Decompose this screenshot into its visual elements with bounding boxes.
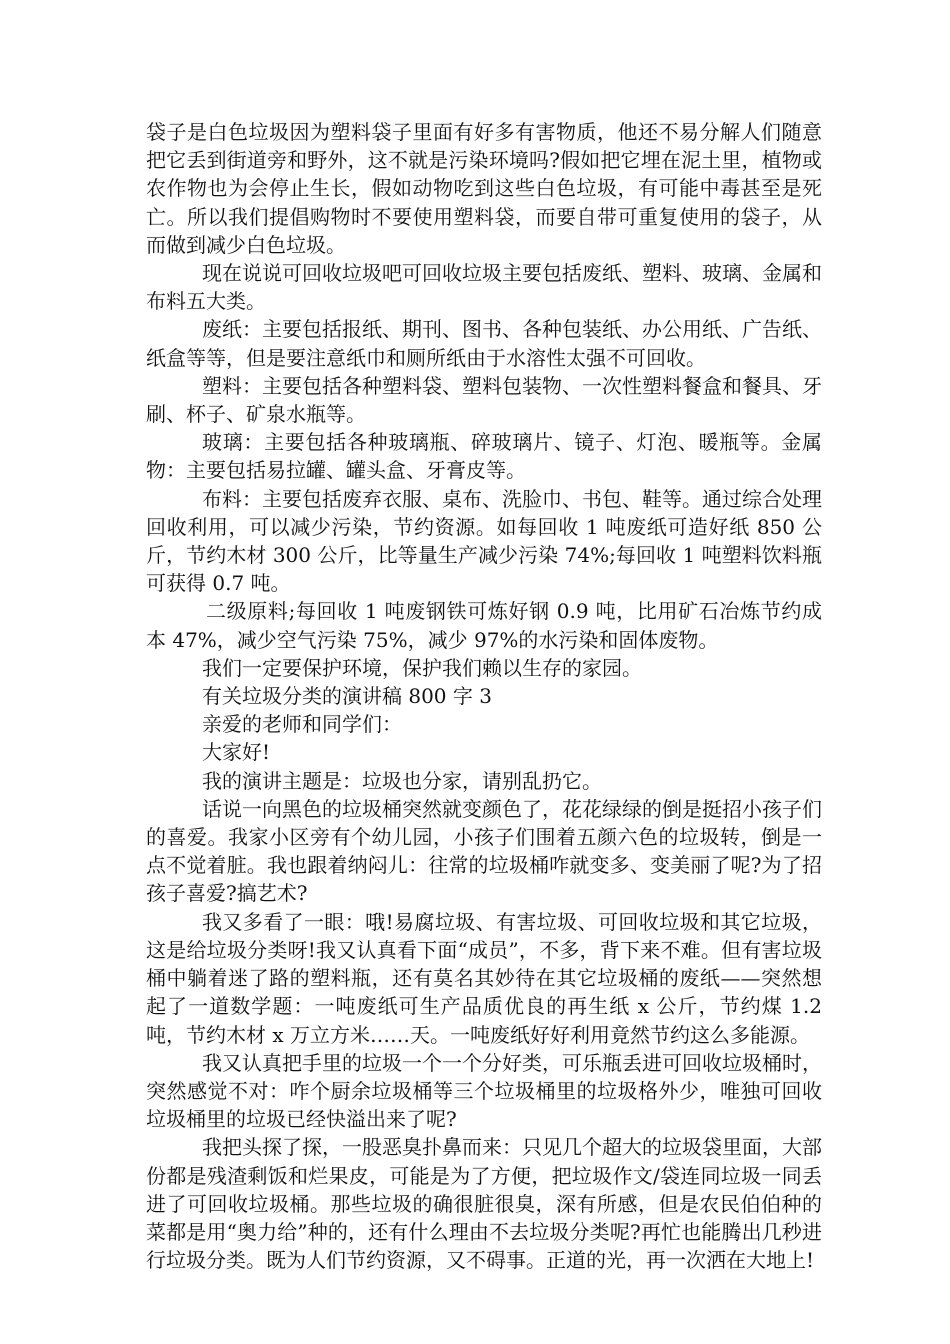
paragraph: 废纸：主要包括报纸、期刊、图书、各种包装纸、办公用纸、广告纸、纸盒等等，但是要注意纸巾和厕所纸由于水溶性太强不可回收。 <box>146 317 822 370</box>
paragraph: 我又认真把手里的垃圾一个一个分好类，可乐瓶丢进可回收垃圾桶时，突然感觉不对：咋个厨余垃圾桶等三个垃圾桶里的垃圾格外少，唯独可回收垃圾桶里的垃圾已经快溢出来了呢? <box>146 1050 822 1132</box>
paragraph: 玻璃：主要包括各种玻璃瓶、碎玻璃片、镜子、灯泡、暖瓶等。金属物：主要包括易拉罐、罐头盒、牙膏皮等。 <box>146 430 822 483</box>
paragraph: 现在说说可回收垃圾吧可回收垃圾主要包括废纸、塑料、玻璃、金属和布料五大类。 <box>146 261 822 314</box>
paragraph: 我又多看了一眼：哦!易腐垃圾、有害垃圾、可回收垃圾和其它垃圾，这是给垃圾分类呀!我又认真看下面“成员”，不多，背下来不难。但有害垃圾桶中躺着迷了路的塑料瓶，还有莫名其妙待在其它垃圾桶的废纸——突然想起了一道数学题：一吨废纸可生产品质优良的再生纸 x 公斤，节约煤 1.2 吨，节约木材 x 万立方米……天。一吨废纸好好利用竟然节约这么多能源。 <box>146 909 822 1047</box>
paragraph: 袋子是白色垃圾因为塑料袋子里面有好多有害物质，他还不易分解人们随意把它丢到街道旁和野外，这不就是污染环境吗?假如把它埋在泥土里，植物或农作物也为会停止生长，假如动物吃到这些白色垃圾，有可能中毒甚至是死亡。所以我们提倡购物时不要使用塑料袋，而要自带可重复使用的袋子，从而做到减少白色垃圾。 <box>146 120 822 257</box>
paragraph: 二级原料;每回收 1 吨废钢铁可炼好钢 0.9 吨，比用矿石冶炼节约成本 47%，减少空气污染 75%，减少 97%的水污染和固体废物。 <box>146 599 822 652</box>
paragraph: 布料：主要包括废弃衣服、桌布、洗脸巾、书包、鞋等。通过综合处理回收利用，可以减少污染，节约资源。如每回收 1 吨废纸可造好纸 850 公斤，节约木材 300 公斤，比等量生产减少污染 74%;每回收 1 吨塑料饮料瓶可获得 0.7 吨。 <box>146 486 822 596</box>
paragraph: 我的演讲主题是：垃圾也分家，请别乱扔它。 <box>202 768 602 793</box>
document-body <box>146 118 822 1274</box>
paragraph: 话说一向黑色的垃圾桶突然就变颜色了，花花绿绿的倒是挺招小孩子们的喜爱。我家小区旁有个幼儿园，小孩子们围着五颜六色的垃圾转，倒是一点不觉着脏。我也跟着纳闷儿：往常的垃圾桶咋就变多、变美丽了呢?为了招孩子喜爱?搞艺术? <box>146 796 822 906</box>
paragraph: 塑料：主要包括各种塑料袋、塑料包装物、一次性塑料餐盒和餐具、牙刷、杯子、矿泉水瓶等。 <box>146 373 822 427</box>
salutation: 亲爱的老师和同学们： <box>202 712 402 737</box>
paragraph: 我把头探了探，一股恶臭扑鼻而来：只见几个超大的垃圾袋里面，大部份都是残渣剩饭和烂果皮，可能是为了方便，把垃圾作文/袋连同垃圾一同丢进了可回收垃圾桶。那些垃圾的确很脏很臭，深有所感，但是农民伯伯种的菜都是用“奥力给”种的，还有什么理由不去垃圾分类呢?再忙也能腾出几秒进行垃圾分类。既为人们节约资源，又不碍事。正道的光，再一次洒在大地上! <box>146 1135 822 1273</box>
paragraph: 我们一定要保护环境，保护我们赖以生存的家园。 <box>202 655 642 680</box>
section-heading: 有关垃圾分类的演讲稿 800 字 3 <box>202 684 492 709</box>
greeting: 大家好! <box>202 740 271 765</box>
